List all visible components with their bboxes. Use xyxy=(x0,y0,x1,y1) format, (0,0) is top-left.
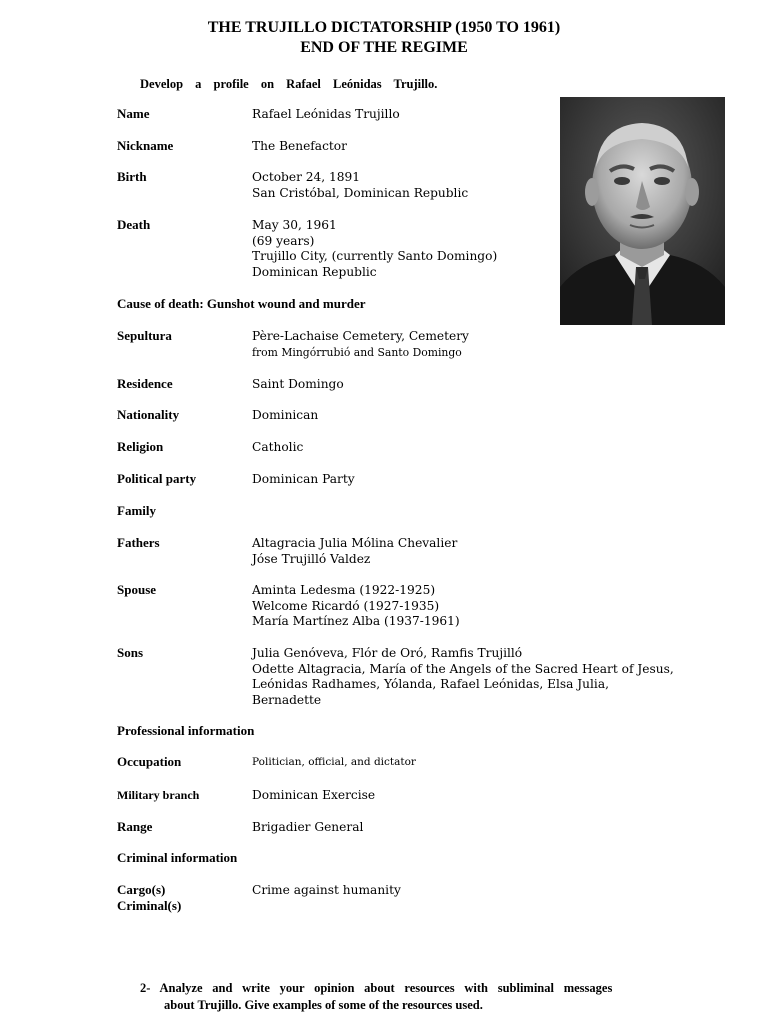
occupation-label: Occupation xyxy=(117,754,182,769)
religion-value: Catholic xyxy=(252,440,304,454)
portrait-photo-icon xyxy=(560,97,725,325)
sepultura-label: Sepultura xyxy=(117,328,172,343)
birth-date: October 24, 1891 xyxy=(252,170,361,184)
question-2-line-1: Analyze and write your opinion about resources with subliminal messages xyxy=(159,981,613,995)
page-title: THE TRUJILLO DICTATORSHIP (1950 TO 1961) xyxy=(207,19,561,36)
spouse-label: Spouse xyxy=(117,582,157,597)
nickname-value: The Benefactor xyxy=(252,139,347,153)
sons-line-2: Odette Altagracia, María of the Angels of the Sacred Heart of Jesus, xyxy=(252,661,674,676)
portrait-photo xyxy=(560,97,725,325)
range-value: Brigadier General xyxy=(252,820,364,834)
birth-place: San Cristóbal, Dominican Republic xyxy=(252,185,469,200)
residence-label: Residence xyxy=(117,376,173,391)
range-label: Range xyxy=(117,819,153,834)
death-date: May 30, 1961 xyxy=(252,218,337,232)
mother-name: Altagracia Julia Mólina Chevalier xyxy=(252,536,458,550)
sepultura-line-2: from Mingórrubió and Santo Domingo xyxy=(252,345,462,359)
birth-value xyxy=(252,170,468,201)
military-branch-value: Dominican Exercise xyxy=(252,788,376,802)
question-2-line-2: about Trujillo. Give examples of some of the resources used. xyxy=(164,998,483,1012)
cargos-label-line-2: Criminal(s) xyxy=(117,898,182,913)
military-branch-label: Military branch xyxy=(117,788,200,802)
sepultura-line-1: Père-Lachaise Cemetery, Cemetery xyxy=(252,329,469,343)
spouse-1: Aminta Ledesma (1922-1925) xyxy=(252,583,436,597)
death-label: Death xyxy=(117,217,151,232)
spouse-2: Welcome Ricardó (1927-1935) xyxy=(252,598,440,613)
sons-line-4: Bernadette xyxy=(252,692,322,707)
occupation-value: Politician, official, and dictator xyxy=(252,756,416,768)
cargos-label xyxy=(117,882,181,914)
criminal-heading: Criminal information xyxy=(117,850,238,865)
sons-line-3: Leónidas Radhames, Yólanda, Rafael Leónidas, Elsa Julia, xyxy=(252,677,609,691)
sepultura-value xyxy=(252,329,469,360)
sons-value xyxy=(252,646,674,708)
sons-label: Sons xyxy=(117,645,144,660)
professional-heading: Professional information xyxy=(117,723,255,738)
family-heading: Family xyxy=(117,503,156,518)
birth-label: Birth xyxy=(117,169,147,184)
death-value xyxy=(252,218,497,280)
death-country: Dominican Republic xyxy=(252,264,377,279)
cargos-value: Crime against humanity xyxy=(252,883,401,897)
nationality-value: Dominican xyxy=(252,408,319,422)
nickname-label: Nickname xyxy=(117,138,174,153)
spouse-value xyxy=(252,583,460,630)
name-label: Name xyxy=(117,106,150,121)
intro-instruction: Develop a profile on Rafael Leónidas Trujillo. xyxy=(140,77,438,91)
spouse-3: María Martínez Alba (1937-1961) xyxy=(252,614,460,628)
fathers-label: Fathers xyxy=(117,535,160,550)
political-party-value: Dominican Party xyxy=(252,472,355,486)
fathers-value xyxy=(252,536,457,567)
political-party-label: Political party xyxy=(117,471,197,486)
religion-label: Religion xyxy=(117,439,164,454)
question-2-number: 2- xyxy=(140,981,151,995)
question-2 xyxy=(140,980,612,1014)
father-name: Jóse Trujilló Valdez xyxy=(252,551,371,566)
sons-line-1: Julia Genóveva, Flór de Oró, Ramfis Trujilló xyxy=(252,646,523,660)
death-place: Trujillo City, (currently Santo Domingo) xyxy=(252,249,498,263)
death-age: (69 years) xyxy=(252,233,315,248)
nationality-label: Nationality xyxy=(117,407,180,422)
page-subtitle: END OF THE REGIME xyxy=(300,39,468,56)
residence-value: Saint Domingo xyxy=(252,377,344,391)
cargos-label-line-1: Cargo(s) xyxy=(117,882,166,897)
cause-of-death: Cause of death: Gunshot wound and murder xyxy=(117,296,366,311)
name-value: Rafael Leónidas Trujillo xyxy=(252,107,400,121)
